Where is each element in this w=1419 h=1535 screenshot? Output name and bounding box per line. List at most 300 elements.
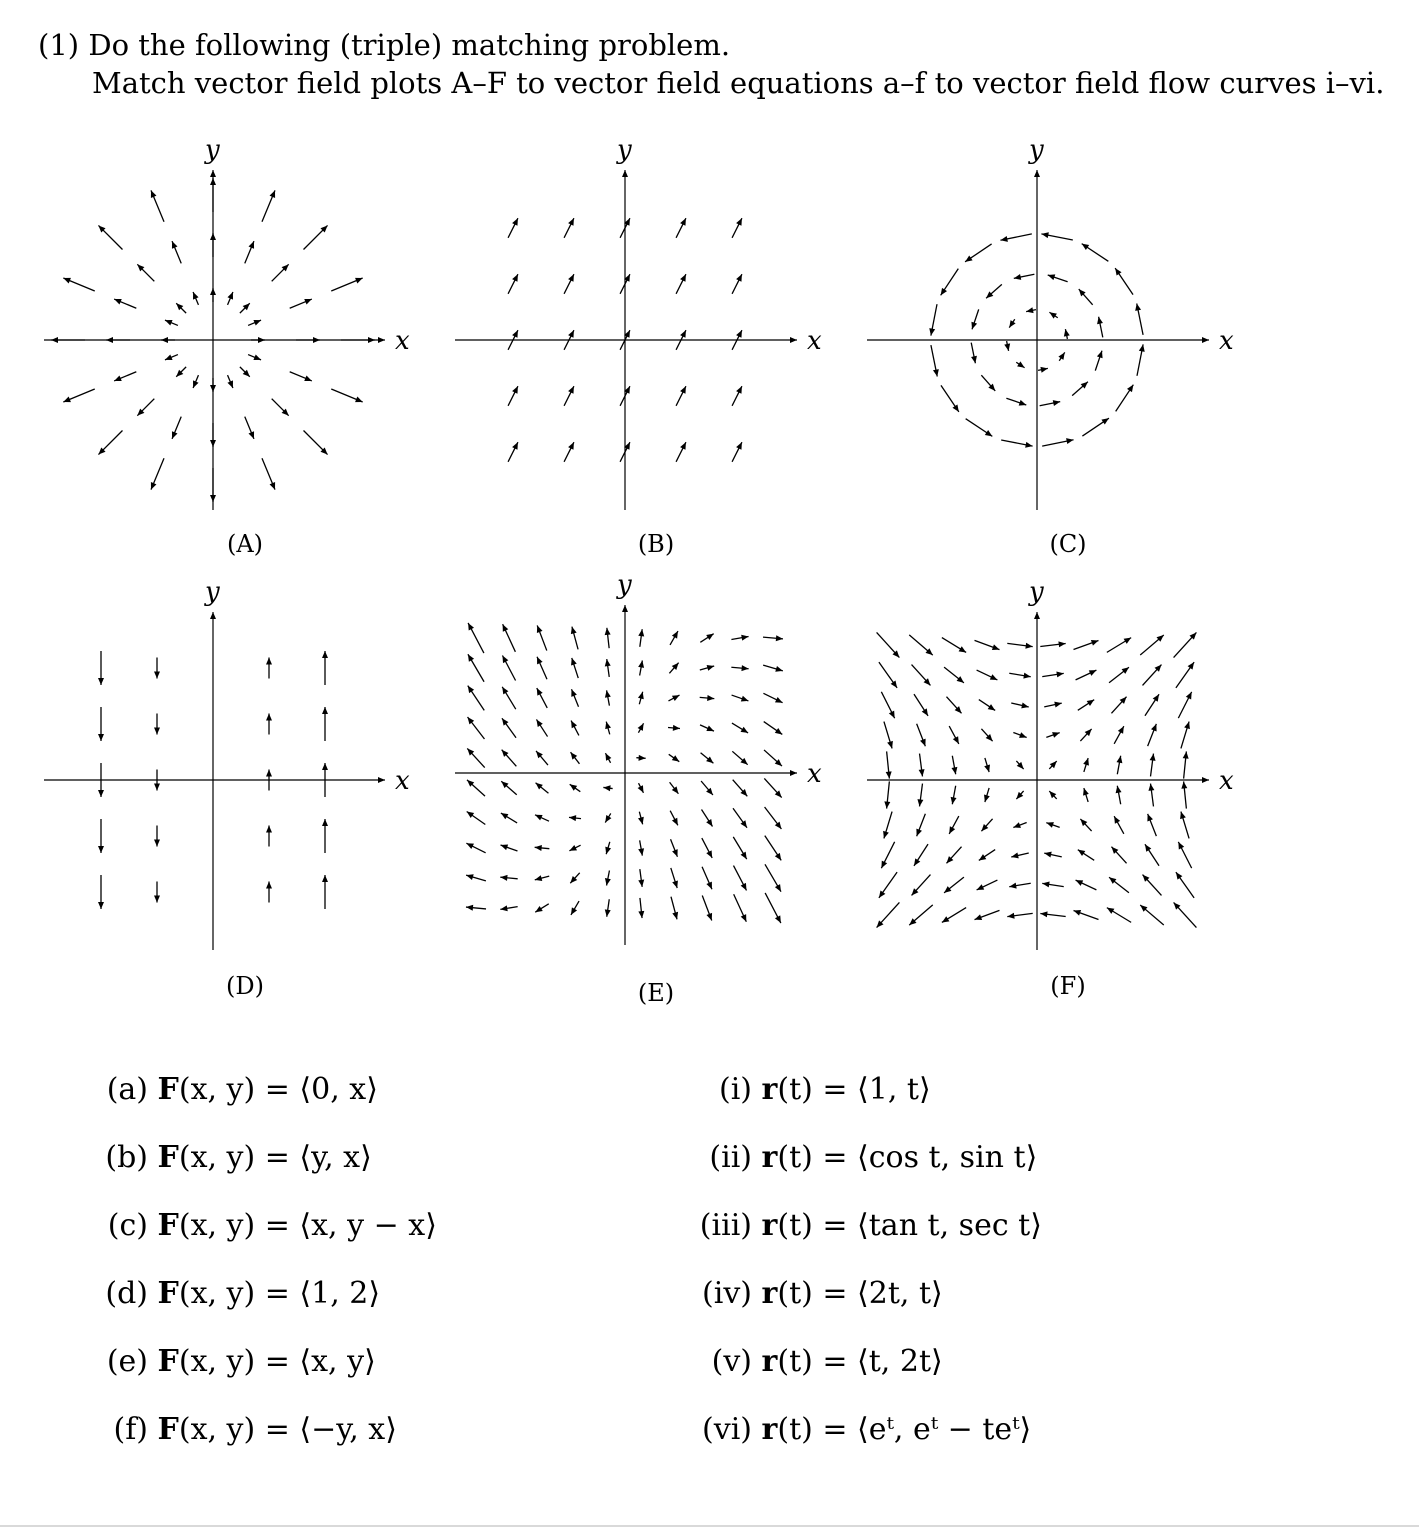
field-arrow: [605, 753, 611, 763]
equation-tag: (a): [106, 1072, 148, 1107]
field-arrow: [884, 781, 890, 808]
field-arrow: [227, 292, 233, 305]
y-axis-label: y: [205, 135, 220, 165]
field-arrow: [986, 284, 1002, 298]
field-arrow: [701, 753, 714, 763]
x-axis-arrowhead: [378, 777, 385, 783]
curve-args: (t) =: [777, 1208, 858, 1243]
x-axis-label: x: [807, 326, 822, 356]
field-arrow: [1064, 329, 1070, 339]
field-symbol: F: [157, 1412, 179, 1447]
plot-c: [867, 135, 1234, 558]
field-arrow: [638, 840, 644, 855]
curve-expression: ⟨t, 2t⟩: [857, 1344, 943, 1379]
y-axis-label: y: [1029, 135, 1044, 165]
field-arrow: [98, 819, 104, 853]
field-arrow: [1016, 361, 1024, 367]
field-arrow: [949, 816, 959, 834]
field-arrow: [535, 904, 549, 912]
field-arrow: [879, 872, 897, 898]
field-arrow: [535, 875, 549, 881]
field-arrow: [172, 417, 181, 439]
field-expression: ⟨0, x⟩: [299, 1072, 378, 1107]
field-arrow: [304, 225, 328, 249]
field-arrow: [63, 389, 94, 402]
field-arrow: [266, 826, 272, 847]
field-arrow: [571, 627, 578, 650]
field-args: (x, y) =: [178, 1344, 300, 1379]
field-arrow: [676, 442, 686, 462]
equation-tag: (c): [107, 1208, 148, 1243]
field-arrow: [1046, 822, 1059, 828]
field-arrow: [1079, 289, 1093, 305]
field-arrow: [732, 386, 742, 406]
field-arrow: [765, 864, 781, 891]
field-arrow: [734, 894, 747, 922]
curve-args: (t) =: [777, 1140, 858, 1175]
field-arrow: [570, 784, 581, 791]
curve-tag: (iv): [702, 1276, 752, 1311]
field-arrow: [1114, 726, 1124, 744]
field-arrow: [564, 274, 574, 294]
equation-a: [98, 1072, 378, 1107]
field-expression: ⟨x, y⟩: [299, 1344, 376, 1379]
field-arrow: [1107, 638, 1131, 653]
curve-args: (t) =: [777, 1344, 858, 1379]
field-arrow: [210, 288, 216, 302]
field-arrow: [1181, 781, 1187, 808]
field-arrow: [1178, 692, 1191, 718]
y-axis-arrowhead: [622, 605, 628, 612]
field-arrow: [172, 241, 181, 263]
field-arrow: [1148, 724, 1157, 746]
y-axis-arrowhead: [210, 612, 216, 619]
field-arrow: [1116, 786, 1122, 804]
field-arrow: [765, 836, 781, 861]
field-arrow: [638, 783, 644, 793]
field-arrow: [1114, 816, 1124, 834]
field-arrow: [1080, 729, 1091, 741]
field-arrow: [98, 875, 104, 909]
field-arrow: [942, 908, 966, 923]
curve-v: [672, 1344, 943, 1379]
equation-tag: (f): [113, 1412, 148, 1447]
field-arrow: [881, 842, 894, 868]
field-arrow: [1083, 788, 1089, 802]
equation-d: [98, 1276, 380, 1311]
field-arrow: [1115, 268, 1133, 295]
field-arrow: [636, 755, 645, 761]
field-arrow: [564, 442, 574, 462]
field-symbol: F: [157, 1072, 179, 1107]
field-arrow: [1147, 814, 1156, 836]
field-arrow: [176, 367, 186, 377]
field-arrow: [467, 748, 484, 767]
field-arrow: [977, 670, 998, 680]
field-arrow: [1111, 847, 1126, 864]
field-arrow: [702, 867, 712, 889]
curve-ii: [672, 1140, 1037, 1175]
plot-label: (E): [637, 979, 675, 1007]
field-args: (x, y) =: [178, 1208, 300, 1243]
curve-args: (t) =: [777, 1072, 858, 1107]
curve-symbol: r: [761, 1140, 778, 1175]
field-arrow: [571, 901, 579, 915]
field-arrow: [266, 882, 272, 903]
curve-tag: (vi): [702, 1412, 752, 1447]
field-arrow: [1111, 697, 1126, 714]
field-arrow: [537, 625, 547, 650]
field-arrow: [981, 819, 992, 831]
field-arrow: [1044, 852, 1062, 858]
field-arrow: [605, 628, 611, 648]
field-arrow: [1011, 703, 1029, 709]
field-arrow: [669, 754, 680, 761]
x-axis-label: x: [395, 326, 410, 356]
field-arrow: [322, 651, 328, 685]
field-arrow: [877, 902, 900, 927]
field-arrow: [1076, 670, 1097, 680]
field-arrow: [502, 718, 516, 738]
field-arrow: [732, 218, 742, 238]
field-arrow: [1145, 844, 1159, 866]
field-arrow: [676, 218, 686, 238]
field-arrow: [501, 845, 518, 851]
field-arrow: [1046, 732, 1059, 738]
plot-label: (F): [1050, 972, 1086, 1000]
field-arrow: [909, 905, 933, 925]
field-arrow: [466, 843, 485, 853]
field-arrow: [881, 692, 894, 718]
field-arrow: [245, 417, 254, 439]
field-arrow: [537, 688, 547, 708]
field-arrow: [951, 786, 957, 805]
field-arrow: [535, 845, 550, 851]
field-arrow: [290, 299, 312, 308]
field-arrow: [966, 419, 993, 437]
field-arrow: [984, 758, 990, 772]
field-arrow: [502, 750, 517, 767]
curve-symbol: r: [761, 1276, 778, 1311]
field-arrow: [732, 751, 747, 764]
field-arrow: [944, 667, 964, 683]
field-arrow: [971, 343, 977, 364]
field-arrow: [1145, 694, 1159, 716]
field-arrow: [114, 299, 136, 308]
field-arrow: [322, 875, 328, 909]
field-arrow: [605, 842, 611, 854]
field-arrow: [210, 178, 216, 212]
field-args: (x, y) =: [178, 1072, 300, 1107]
field-arrow: [210, 233, 216, 257]
field-arrow: [884, 722, 893, 749]
field-arrow: [508, 442, 518, 462]
y-axis-arrowhead: [1034, 612, 1040, 619]
field-arrow: [670, 782, 679, 794]
field-arrow: [763, 693, 782, 702]
field-arrow: [468, 717, 485, 739]
field-arrow: [1026, 307, 1036, 313]
field-arrow: [949, 726, 959, 744]
field-arrow: [536, 751, 548, 765]
field-arrow: [210, 423, 216, 447]
field-arrow: [946, 697, 961, 714]
field-arrow: [946, 847, 961, 864]
curve-expression: ⟨eᵗ, eᵗ − teᵗ⟩: [857, 1412, 1032, 1447]
equation-f: [98, 1412, 397, 1447]
equation-tag: (e): [106, 1344, 148, 1379]
field-arrow: [467, 811, 486, 824]
curve-expression: ⟨cos t, sin t⟩: [857, 1140, 1038, 1175]
curve-vi: [672, 1412, 1031, 1447]
field-arrow: [1013, 822, 1026, 828]
field-arrow: [965, 244, 992, 262]
field-arrow: [248, 320, 261, 326]
field-arrow: [912, 665, 931, 686]
curve-expression: ⟨tan t, sec t⟩: [857, 1208, 1042, 1243]
field-arrow: [909, 635, 933, 655]
field-arrow: [1148, 784, 1154, 807]
field-arrow: [1009, 319, 1015, 327]
field-arrow: [98, 651, 104, 685]
field-arrow: [1078, 850, 1094, 861]
field-arrow: [1180, 812, 1189, 839]
field-arrow: [605, 690, 611, 705]
field-arrow: [1058, 352, 1064, 360]
curve-tag: (ii): [709, 1140, 752, 1175]
field-arrow: [671, 897, 678, 920]
x-axis-arrowhead: [1202, 777, 1209, 783]
x-axis-arrowhead: [790, 770, 797, 776]
field-arrow: [262, 190, 275, 221]
field-arrow: [979, 850, 995, 861]
field-arrow: [341, 337, 375, 343]
field-arrow: [1009, 673, 1030, 679]
curve-iv: [672, 1276, 943, 1311]
field-arrow: [1001, 440, 1032, 448]
field-arrow: [240, 367, 250, 377]
field-symbol: F: [157, 1208, 179, 1243]
field-arrow: [1178, 842, 1191, 868]
y-axis-label: y: [617, 570, 632, 600]
field-arrow: [732, 442, 742, 462]
field-arrow: [165, 354, 178, 360]
field-arrow: [603, 785, 612, 791]
field-arrow: [1038, 367, 1048, 373]
field-arrow: [98, 225, 122, 249]
field-arrow: [331, 278, 362, 291]
plot-d: [44, 577, 410, 1000]
field-arrow: [764, 750, 782, 766]
equation-tag: (d): [105, 1276, 148, 1311]
field-arrow: [1143, 665, 1162, 686]
field-arrow: [605, 899, 611, 916]
field-arrow: [732, 695, 749, 701]
field-arrow: [731, 665, 748, 671]
field-arrow: [193, 292, 199, 305]
field-arrow: [1040, 641, 1065, 647]
plot-e: [455, 570, 822, 1007]
field-arrow: [733, 808, 747, 827]
field-arrow: [151, 458, 164, 489]
field-arrow: [877, 632, 900, 657]
field-arrow: [240, 303, 250, 313]
field-arrow: [272, 399, 289, 416]
field-arrow: [1016, 761, 1023, 769]
field-arrow: [700, 665, 714, 671]
field-arrow: [765, 807, 782, 829]
field-arrow: [251, 337, 265, 343]
field-arrow: [670, 811, 678, 826]
field-arrow: [1174, 902, 1197, 927]
field-arrow: [975, 640, 1000, 650]
field-arrow: [914, 844, 928, 866]
curve-args: (t) =: [777, 1412, 858, 1447]
field-arrow: [1176, 662, 1194, 688]
field-arrow: [883, 812, 892, 839]
field-arrow: [1150, 754, 1156, 777]
field-arrow: [1078, 700, 1094, 711]
field-arrow: [1040, 911, 1065, 917]
field-arrow: [941, 385, 959, 412]
curve-tag: (v): [711, 1344, 752, 1379]
field-arrow: [605, 813, 611, 822]
field-arrow: [1176, 872, 1194, 898]
field-arrow: [638, 869, 644, 887]
curve-iii: [672, 1208, 1042, 1243]
field-arrow: [1074, 640, 1099, 649]
field-arrow: [942, 638, 966, 653]
field-arrow: [638, 723, 644, 732]
field-arrow: [1004, 341, 1010, 351]
field-arrow: [248, 354, 261, 360]
field-arrow: [466, 874, 486, 881]
field-arrow: [1116, 385, 1134, 412]
field-arrow: [262, 458, 275, 489]
field-arrow: [210, 378, 216, 392]
field-arrow: [1042, 671, 1063, 677]
x-axis-arrowhead: [790, 337, 797, 343]
field-arrow: [161, 337, 175, 343]
field-arrow: [676, 274, 686, 294]
field-arrow: [605, 659, 611, 677]
field-arrow: [571, 689, 578, 707]
field-arrow: [1140, 905, 1164, 925]
field-arrow: [535, 815, 549, 821]
field-arrow: [569, 815, 581, 821]
field-arrow: [984, 788, 990, 802]
field-arrow: [701, 781, 713, 795]
y-axis-arrowhead: [210, 170, 216, 177]
field-arrow: [605, 871, 611, 886]
field-arrow: [1080, 819, 1091, 831]
field-arrow: [569, 845, 580, 851]
field-arrow: [508, 274, 518, 294]
field-arrow: [501, 813, 517, 823]
field-arrow: [733, 866, 746, 891]
field-arrow: [1097, 317, 1103, 338]
field-arrow: [1013, 732, 1026, 738]
field-arrow: [114, 372, 136, 381]
field-arrow: [502, 687, 516, 709]
field-arrow: [977, 880, 998, 890]
problem-instruction: Do the following (triple) matching problem.: [88, 28, 731, 62]
field-arrow: [1040, 400, 1061, 406]
field-arrow: [1083, 758, 1089, 772]
field-arrow: [1107, 908, 1131, 923]
field-arrow: [245, 241, 254, 263]
field-arrow: [63, 278, 94, 291]
field-arrow: [668, 725, 680, 731]
field-arrow: [702, 895, 712, 920]
field-arrow: [501, 781, 516, 794]
field-arrow: [1140, 635, 1164, 655]
curve-symbol: r: [761, 1208, 778, 1243]
field-arrow: [98, 707, 104, 741]
field-arrow: [917, 724, 926, 746]
field-arrow: [1076, 880, 1097, 890]
field-arrow: [676, 386, 686, 406]
equation-b: [98, 1140, 372, 1175]
field-arrow: [106, 337, 130, 343]
field-arrow: [879, 662, 897, 688]
field-arrow: [638, 660, 644, 675]
plot-label: (D): [226, 972, 264, 1000]
field-arrow: [668, 695, 679, 701]
field-arrow: [1109, 877, 1129, 893]
y-axis-arrowhead: [1034, 170, 1040, 177]
field-arrow: [570, 873, 579, 883]
field-arrow: [468, 623, 484, 653]
field-arrow: [886, 751, 892, 778]
field-arrow: [571, 658, 578, 678]
field-arrow: [210, 468, 216, 502]
field-arrow: [1082, 418, 1109, 436]
x-axis-label: x: [1219, 766, 1234, 796]
field-arrow: [571, 752, 580, 764]
field-arrow: [669, 663, 678, 674]
field-arrow: [331, 389, 362, 402]
field-arrow: [1174, 632, 1197, 657]
field-arrow: [671, 839, 678, 856]
field-arrow: [733, 837, 746, 859]
field-expression: ⟨x, y − x⟩: [299, 1208, 437, 1243]
field-arrow: [1000, 234, 1031, 242]
field-arrow: [1049, 761, 1056, 769]
field-args: (x, y) =: [178, 1412, 300, 1447]
field-arrow: [1074, 910, 1099, 919]
field-arrow: [466, 905, 486, 911]
field-arrow: [1072, 382, 1088, 396]
field-arrow: [322, 707, 328, 741]
field-arrow: [500, 875, 517, 881]
field-arrow: [1049, 312, 1057, 318]
field-arrow: [931, 345, 939, 376]
x-axis-label: x: [807, 759, 822, 789]
field-arrow: [536, 783, 549, 794]
plot-b: [455, 135, 822, 558]
field-arrow: [638, 812, 644, 825]
field-arrow: [1095, 351, 1102, 371]
field-arrow: [137, 399, 154, 416]
x-axis-arrowhead: [1202, 337, 1209, 343]
field-arrow: [98, 431, 122, 455]
field-arrow: [508, 386, 518, 406]
field-arrow: [571, 721, 579, 736]
equation-tag: (b): [105, 1140, 148, 1175]
field-arrow: [1011, 853, 1029, 859]
field-arrow: [763, 635, 783, 641]
